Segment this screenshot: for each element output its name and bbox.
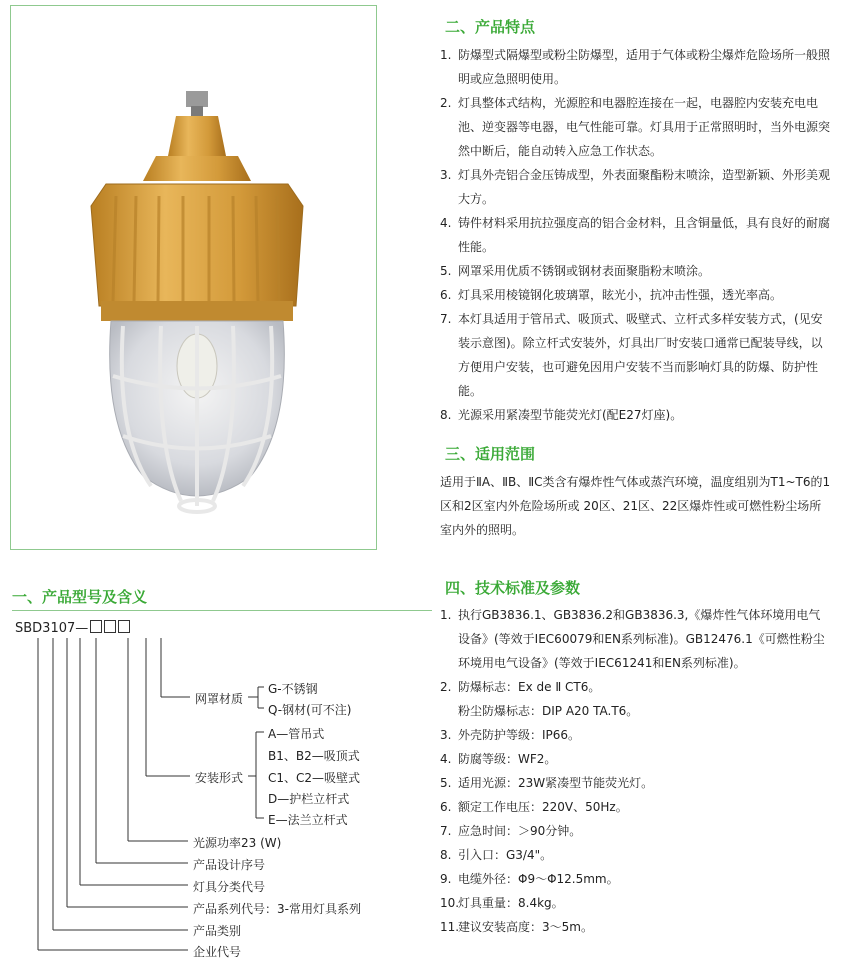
model-code-text: SBD3107— bbox=[15, 621, 89, 636]
legend-series-code: 产品系列代号：3-常用灯具系列 bbox=[193, 902, 361, 916]
param-item-9 bbox=[440, 867, 832, 891]
param-num: 6. bbox=[440, 800, 452, 814]
install-option-d: D—护栏立杆式 bbox=[268, 792, 350, 806]
mesh-option-g: G-不锈钢 bbox=[268, 682, 318, 696]
feature-text: 网罩采用优质不锈钢或钢材表面聚脂粉末喷涂。 bbox=[458, 264, 711, 278]
legend-class-code: 灯具分类代号 bbox=[193, 880, 266, 894]
param-item-8 bbox=[440, 843, 832, 867]
legend-design-seq: 产品设计序号 bbox=[193, 858, 266, 872]
param-num: 10. bbox=[440, 896, 460, 910]
param-text: 灯具重量：8.4kg。 bbox=[458, 896, 564, 910]
install-option-c: C1、C2—吸壁式 bbox=[268, 771, 361, 785]
feature-num: 5. bbox=[440, 264, 452, 278]
feature-text: 光源采用紧凑型节能荧光灯(配E27灯座)。 bbox=[458, 408, 683, 422]
feature-num: 6. bbox=[440, 288, 452, 302]
param-item-2b bbox=[440, 699, 832, 723]
param-num: 5. bbox=[440, 776, 452, 790]
mesh-label: 网罩材质 bbox=[195, 692, 244, 706]
param-item-1 bbox=[440, 603, 832, 675]
param-text: 电缆外径：Φ9～Φ12.5mm。 bbox=[458, 872, 619, 886]
param-text: 适用光源：23W紧凑型节能荧光灯。 bbox=[458, 776, 654, 790]
feature-num: 4. bbox=[440, 216, 452, 230]
param-item-5 bbox=[440, 771, 832, 795]
param-num: 8. bbox=[440, 848, 452, 862]
param-text: 粉尘防爆标志：DIP A20 TA.T6。 bbox=[458, 704, 639, 718]
param-item-4 bbox=[440, 747, 832, 771]
mesh-option-q: Q-钢材(可不注) bbox=[268, 703, 352, 717]
param-text: 引入口：G3/4"。 bbox=[458, 848, 553, 862]
params-list bbox=[440, 603, 832, 939]
param-num: 4. bbox=[440, 752, 452, 766]
param-item-6 bbox=[440, 795, 832, 819]
feature-num: 1. bbox=[440, 48, 452, 62]
param-item-7 bbox=[440, 819, 832, 843]
feature-text: 铸件材料采用抗拉强度高的铝合金材料，且含铜量低，具有良好的耐腐性能。 bbox=[458, 216, 831, 254]
param-text: 外壳防护等级：IP66。 bbox=[458, 728, 581, 742]
feature-text: 灯具整体式结构，光源腔和电器腔连接在一起，电器腔内安装充电电池、逆变器等电器，电气性能可靠。灯具用于正常照明时，当外电源突然中断后，能自动转入应急工作状态。 bbox=[458, 96, 831, 158]
param-text: 防腐等级：WF2。 bbox=[458, 752, 557, 766]
params-title: 四、技术标准及参数 bbox=[445, 579, 581, 597]
param-item-10 bbox=[440, 891, 832, 915]
legend-company: 企业代号 bbox=[193, 945, 242, 959]
feature-text: 灯具采用棱镜钢化玻璃罩，眩光小，抗冲击性强，透光率高。 bbox=[458, 288, 783, 302]
param-num: 2. bbox=[440, 680, 452, 694]
legend-power: 光源功率23 (W) bbox=[193, 836, 282, 850]
param-item-11 bbox=[440, 915, 832, 939]
param-num: 1. bbox=[440, 608, 452, 622]
install-label: 安装形式 bbox=[195, 771, 244, 785]
param-text: 防爆标志：Ex de Ⅱ CT6。 bbox=[458, 680, 601, 694]
features-title: 二、产品特点 bbox=[445, 18, 536, 36]
install-option-e: E—法兰立杆式 bbox=[268, 813, 348, 827]
install-option-a: A—管吊式 bbox=[268, 727, 325, 741]
install-option-b: B1、B2—吸顶式 bbox=[268, 749, 360, 763]
param-text: 应急时间：＞90分钟。 bbox=[458, 824, 582, 838]
scope-title: 三、适用范围 bbox=[445, 445, 536, 463]
feature-num: 3. bbox=[440, 168, 452, 182]
feature-num: 8. bbox=[440, 408, 452, 422]
feature-num: 7. bbox=[440, 312, 452, 326]
model-title: 一、产品型号及含义 bbox=[12, 588, 148, 606]
param-item-2 bbox=[440, 675, 832, 699]
feature-text: 防爆型式隔爆型或粉尘防爆型，适用于气体或粉尘爆炸危险场所一般照明或应急照明使用。 bbox=[458, 48, 831, 86]
feature-text: 灯具外壳铝合金压铸成型，外表面聚酯粉末喷涂，造型新颖、外形美观大方。 bbox=[458, 168, 831, 206]
feature-text: 本灯具适用于管吊式、吸顶式、吸壁式、立杆式多样安装方式，(见安装示意图)。除立杆式安装外，灯具出厂时安装口通常已配装导线，以方便用户安装，也可避免因用户安装不当而影响灯具的防爆、防护性能。 bbox=[458, 312, 823, 398]
scope-text: 适用于ⅡA、ⅡB、ⅡC类含有爆炸性气体或蒸汽环境，温度组别为T1~T6的1区和2区室内外危险场所或 20区、21区、22区爆炸性或可燃性粉尘场所室内外的照明。 bbox=[440, 475, 831, 537]
legend-category: 产品类别 bbox=[193, 924, 242, 938]
param-num: 9. bbox=[440, 872, 452, 886]
param-num: 7. bbox=[440, 824, 452, 838]
param-text: 建议安装高度：3～5m。 bbox=[458, 920, 593, 934]
param-text: 额定工作电压：220V、50Hz。 bbox=[458, 800, 628, 814]
param-num: 11. bbox=[440, 920, 460, 934]
param-item-3 bbox=[440, 723, 832, 747]
feature-num: 2. bbox=[440, 96, 452, 110]
param-num: 3. bbox=[440, 728, 452, 742]
param-text: 执行GB3836.1、GB3836.2和GB3836.3,《爆炸性气体环境用电气设备》(等效于IEC60079和EN系列标准)。GB12476.1《可燃性粉尘环境用电气设备》(等效于IEC61241和EN系列标准)。 bbox=[458, 608, 825, 670]
